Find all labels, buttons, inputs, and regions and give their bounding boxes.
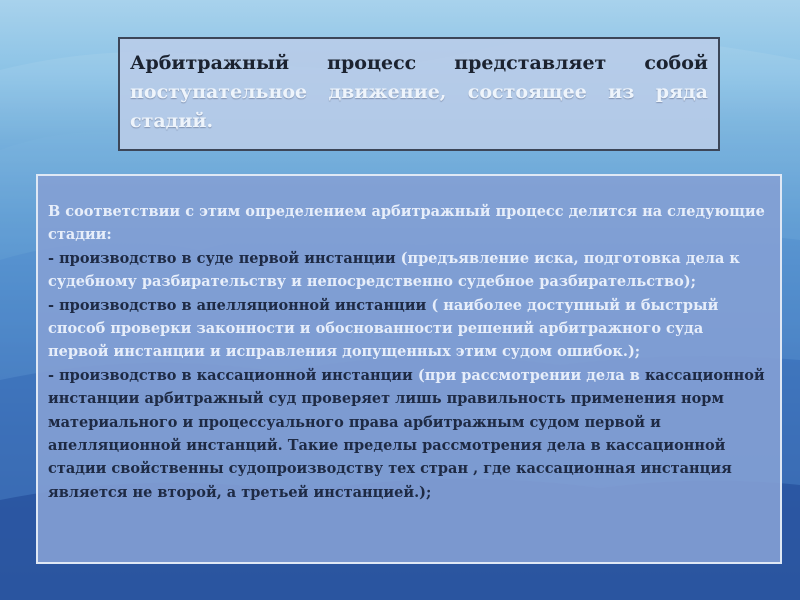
definition-line-1: Арбитражный процесс представляет собой: [130, 52, 708, 74]
stage-1-title: - производство в суде первой инстанции: [48, 249, 396, 267]
stage-3-description: (при рассмотрении дела в: [412, 366, 645, 384]
definition-box: [118, 37, 720, 151]
stages-intro-sub: следующие стадии:: [48, 203, 765, 244]
stages-text: [48, 200, 768, 504]
definition-text: [130, 49, 708, 136]
stage-3-title: - производство в кассационной инстанции: [48, 366, 413, 384]
stages-box: [36, 174, 782, 564]
stage-1-description: (предъявление иска, подготовка дела к судебному разбирательству и непосредственно судебное разбирательство);: [48, 249, 740, 291]
definition-line-2: поступательное движение, состоящее из ряда стадий.: [130, 81, 708, 132]
stages-intro: В соответствии с этим определением арбитражный процесс делится на: [48, 203, 668, 220]
stage-2-title: - производство в апелляционной инстанции: [48, 296, 427, 314]
stage-3-body: кассационной инстанции арбитражный суд проверяет лишь правильность применения норм материального и процессуального права арбитражным судом первой и апелляционной инстанций. Такие пределы рассмотрения дела в кассационной стадии свойственны судопроизводству тех стран , где кассационная инстанция является не второй, а третьей инстанцией.);: [48, 366, 765, 501]
stage-2-description: ( наиболее доступный и быстрый способ проверки законности и обоснованности решений арбитражного суда первой инстанции и исправления допущенных этим судом ошибок.);: [48, 296, 719, 361]
